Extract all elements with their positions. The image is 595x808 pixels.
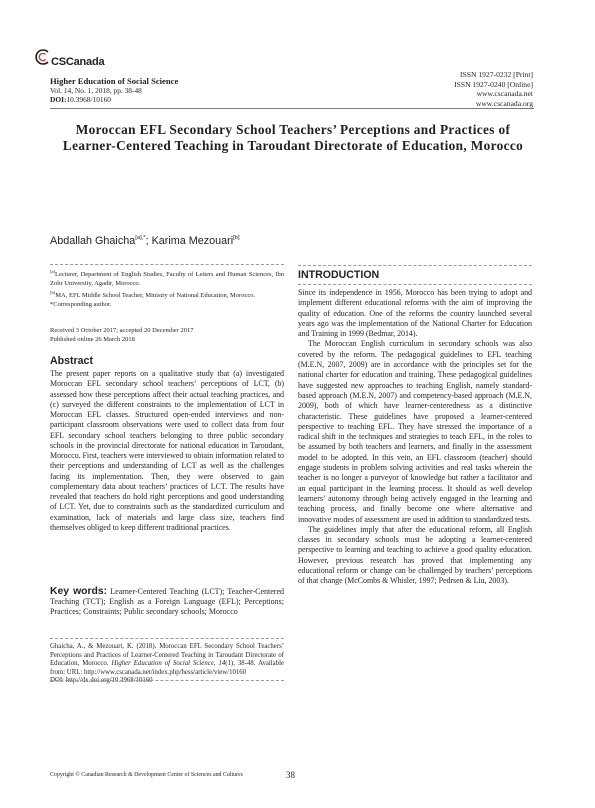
- header-divider: [50, 108, 534, 109]
- received-date: Received 3 October 2017; accepted 20 December 2017: [50, 327, 194, 334]
- affiliation-text: MA, EFL Middle School Teacher, Ministry of National Education, Morocco.: [55, 291, 256, 299]
- citation-doi[interactable]: DOI: http://dx.doi.org/10.3968/10160: [50, 677, 153, 684]
- intro-top-divider: [298, 265, 532, 266]
- affiliation-a: [50, 268, 284, 289]
- affiliation-text: Lecturer, Department of English Studies, Faculty of Letters and Human Sciences, Ibn Zohr University, Agadir, Morocco.: [50, 271, 284, 287]
- intro-paragraph: The guidelines imply that after the educational reform, all English classes in secondary schools must be adopting a learner-centered perspective to learning and teaching to achieve a good quality education. However, previous research has proved that implementing any educational reform or change can be challenged by teachers’ perceptions of that change (McCombs & Whisler, 1997; Pedrsen & Liu, 2003).: [298, 524, 532, 586]
- citation-text: Ghaicha, A., & Mezouari, K. (2018). Moroccan EFL Secondary School Teachers’ Perceptions and Practices of Learner-Centered Teaching in Taroudant Directorate of Education, Morocco.: [50, 643, 284, 667]
- affiliations: [50, 268, 284, 310]
- journal-volume: Vol. 14, No. 1, 2018, pp. 38-48: [50, 86, 142, 95]
- intro-paragraph: The Moroccan English curriculum in secondary schools was also covered by the reform. The pedagogical guidelines to EFL teaching (M.E.N, 2007, 2009) are in accordance with the principles set for the national charter for education and training. These pedagogical guidelines have suggested new approaches to teaching English, namely standard-based approach (M.E.N, 2007) and competency-based approach (M.E.N, 2009), both of which have learner-centeredness as a distinctive characteristic. These guidelines have proposed a learner-centered perspective to teaching EFL. They have stressed the importance of a radical shift in the techniques and strategies to teach EFL, in the roles to be assumed by both teachers and learners, and finally in the assessment model to be adopted. In this vein, an EFL classroom (teacher) should engage students in problem solving activities and real tasks wherein the teacher is no longer a purveyor of knowledge but rather a facilitator and an equal participant in the learning process. It should as well develop learners’ autonomy through being actively engaged in the learning and teaching process, and finally become one where alternative and innovative modes of assessment are used in addition to standardized tests.: [298, 339, 532, 524]
- issn-print: ISSN 1927-0232 [Print]: [460, 70, 533, 79]
- author-line: [50, 235, 240, 247]
- article-dates: [50, 326, 284, 344]
- author-name: Karima Mezouari: [151, 235, 234, 247]
- cscanada-logo-icon: [34, 48, 52, 66]
- issn-block: [454, 70, 533, 108]
- journal-doi: [50, 95, 142, 104]
- affiliation-mark: [b]: [50, 289, 56, 295]
- doi-value: 10.3968/10160: [66, 95, 111, 104]
- citation-journal: Higher Education of Social Science, 14: [111, 660, 226, 667]
- author-affil-mark: [a],*: [135, 235, 146, 241]
- paper-title: Moroccan EFL Secondary School Teachers’ Perceptions and Practices of Learner-Centered Teaching in Taroudant Directorate of Education, Morocco: [62, 122, 524, 154]
- corresponding-author-note: *Corresponding author.: [50, 300, 112, 308]
- copyright-footer: Copyright © Canadian Research & Development Center of Sciences and Cultures: [50, 772, 243, 778]
- publisher-logo-text: CSCanada: [51, 56, 105, 68]
- website-link-net[interactable]: www.cscanada.net: [476, 89, 533, 99]
- intro-heading-divider: [298, 284, 532, 285]
- doi-label: DOI:: [50, 95, 67, 104]
- journal-title: Higher Education of Social Science: [50, 76, 179, 86]
- author-name: Abdallah Ghaicha: [50, 235, 136, 247]
- keywords: [50, 587, 284, 618]
- keywords-label: Key words:: [50, 586, 108, 597]
- website-link-org[interactable]: www.cscanada.org: [475, 98, 533, 108]
- citation-top-divider: [50, 638, 284, 639]
- affiliation-mark: [a]: [50, 269, 55, 274]
- keywords-text: Learner-Centered Teaching (LCT); Teacher-Centered Teaching (TCT); English as a Foreign Language (EFL); Perceptions; Practices; Constraints; Public secondary schools; Morocco: [50, 587, 284, 617]
- author-affil-mark: [b]: [233, 235, 240, 241]
- abstract-heading: Abstract: [50, 355, 93, 367]
- introduction-heading: INTRODUCTION: [298, 269, 380, 281]
- affiliation-b: [50, 289, 284, 301]
- author-separator: ;: [145, 235, 152, 247]
- published-date: Published online 26 March 2018: [50, 336, 135, 343]
- intro-paragraph: Since its independence in 1956, Morocco has been trying to adopt and implement different educational reforms with the aim of improving the quality of education. One of the reforms the country launched several years ago was the implementation of the National Charter for Education and Training in 1999 (Bedmar, 2014).: [298, 288, 532, 339]
- citation-url[interactable]: (1), 38-48. Available from: URL: http://www.cscanada.net/index.php/hess/article/view/10160: [50, 660, 284, 676]
- introduction-body: [298, 288, 532, 587]
- citation-bottom-divider: [50, 680, 284, 681]
- affiliation-top-divider: [50, 264, 284, 265]
- issn-online: ISSN 1927-0240 [Online]: [454, 79, 533, 89]
- journal-meta: [50, 86, 142, 104]
- page-number: 38: [286, 770, 295, 780]
- abstract-text: The present paper reports on a qualitative study that (a) investigated Moroccan EFL secondary school teachers’ perceptions of LCT, (b) assessed how these perceptions affect their actual teaching practices, and (c) surveyed the different constraints to the implementation of LCT in Moroccan EFL classes. Structured open-ended interviews and non-participant classroom observations were used to collect data from four EFL secondary school teachers belonging to three public secondary schools in the provincial directorate for national education in Taroudant, Morocco. First, teachers were interviewed to obtain information related to their perceptions and understanding of LCT as well as the challenges facing its implementation. Then, they were observed to gain complementary data about teachers’ practices of LCT. The results have revealed that teachers do hold right perceptions and good understanding of LCT. Yet, due to constraints such as the standardized curriculum and examination, lack of materials and large class size, teachers find themselves obliged to keep different traditional practices.: [50, 369, 284, 532]
